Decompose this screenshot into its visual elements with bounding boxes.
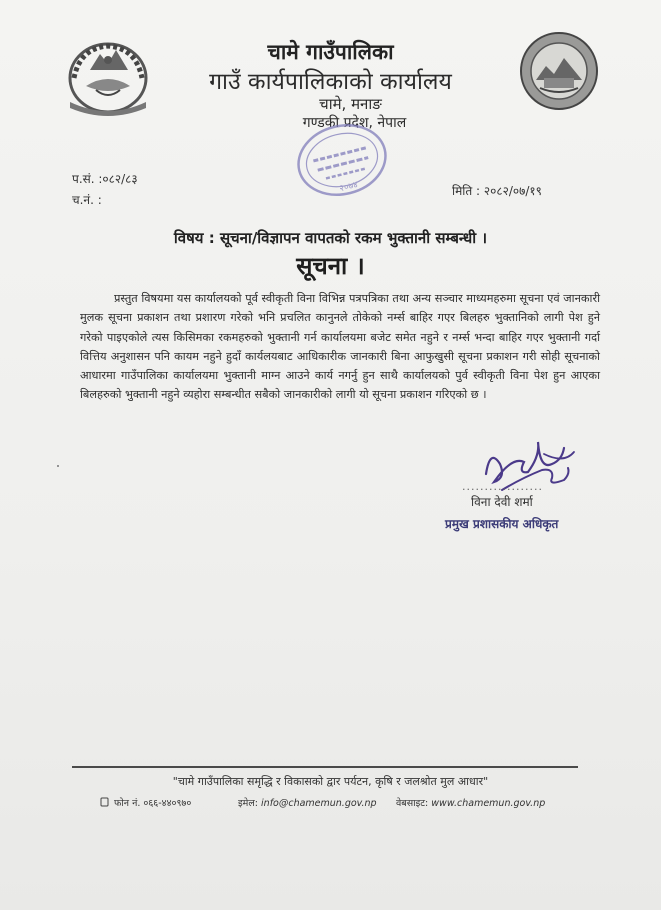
footer-phone: फोन नं. ०६६-४४०९७० <box>114 798 192 809</box>
email-address[interactable]: info@chamemun.gov.np <box>261 798 377 809</box>
stamp-year: २०७४ <box>338 180 360 195</box>
letter-date: मिति : २०८२/०७/१९ <box>452 184 542 198</box>
website-url[interactable]: www.chamemun.gov.np <box>431 798 546 809</box>
signature-line: .................. <box>462 480 543 493</box>
office-name: गाउँ कार्यपालिकाको कार्यालय <box>209 69 452 95</box>
dispatch-number: च.नं. : <box>72 193 102 207</box>
email-label: इमेल: <box>238 798 258 809</box>
reference-number: प.सं. :०८२/८३ <box>72 172 138 186</box>
municipality-name: चामे गाउँपालिका <box>267 40 394 64</box>
subject-line: विषय : सूचना/विज्ञापन वापतको रकम भुक्तानी सम्बन्धी । <box>173 229 488 247</box>
stray-mark <box>57 465 59 467</box>
office-stamp <box>292 118 392 202</box>
phone-icon <box>100 797 109 807</box>
notice-title: सूचना । <box>296 252 365 280</box>
address-line-2: गण्डकी प्रदेश, नेपाल <box>302 115 407 131</box>
address-line-1: चामे, मनाङ <box>319 95 382 113</box>
website-label: वेबसाइट: <box>396 798 429 809</box>
signatory-name: विना देवी शर्मा <box>471 495 533 509</box>
footer-website <box>396 796 545 809</box>
footer-email <box>238 796 377 809</box>
signatory-title-stamp: प्रमुख प्रशासकीय अधिकृत <box>445 517 559 531</box>
footer-slogan: "चामे गाउँपालिका समृद्धि र विकासको द्वार पर्यटन, कृषि र जलश्रोत मुल आधार" <box>172 775 489 788</box>
notice-body: प्रस्तुत विषयमा यस कार्यालयको पूर्व स्वीकृती विना विभिन्न पत्रपत्रिका तथा अन्य सञ्चार माध्यमहरुमा सूचना एवं जानकारी मुलक सूचना प्रकाशन तथा प्रशारण गरेको भनि प्रचलित कानुनले तोकेको नर्म्स बाहिर गएर बिलहरु भुक्तानिको लागी पेश हुने गरेको पाइएकोले त्यस किसिमका रकमहरुको भुक्तानी गर्न कार्यालयमा बजेट समेत नहुने र नर्म्स भन्दा बाहिर गएर भुक्तानी गर्दा वित्तिय अनुशासन पनि कायम नहुने हुदाँ कार्यलयबाट आधिकारीक जानकारी बिना आफुखुसी सूचना प्रकाशन गरी सोही सूचनाको आधारमा गाउँपालिका कार्यालयमा भुक्तानी माग्न आउने कार्य नगर्नु हुन साथै कार्यालयको पुर्व स्वीकृती विना पेश हुन आएका बिलहरुको भुक्तानी नहुने व्यहोरा सम्बन्धीत सबैको जानकारीको लागी यो सूचना प्रकाशन गरिएको छ । <box>80 292 600 402</box>
footer-divider <box>72 766 578 768</box>
